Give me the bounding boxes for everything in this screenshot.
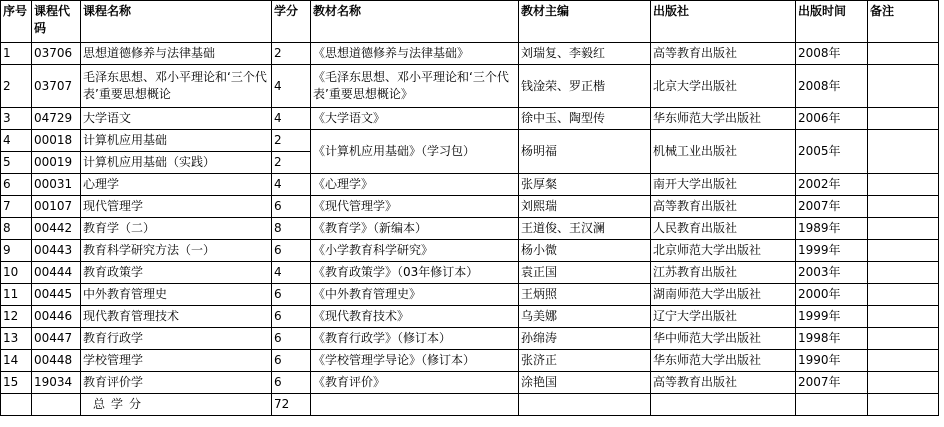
cell-notes [868,108,939,130]
cell-textbook: 《现代管理学》 [311,196,519,218]
cell-editor: 杨明福 [519,130,651,174]
cell-editor: 张厚粲 [519,174,651,196]
cell-notes [868,218,939,240]
cell-code: 00448 [32,350,81,372]
cell-textbook: 《学校管理学导论》（修订本） [311,350,519,372]
cell-notes [868,196,939,218]
cell-editor: 涂艳国 [519,372,651,394]
cell-course: 计算机应用基础（实践） [81,152,272,174]
cell-pub-date [796,394,868,416]
cell-notes [868,350,939,372]
cell-credits: 6 [272,350,311,372]
cell-credits: 6 [272,372,311,394]
cell-publisher: 华东师范大学出版社 [651,108,796,130]
cell-pub-date: 2005年 [796,130,868,174]
cell-editor: 王道俊、王汉澜 [519,218,651,240]
cell-pub-date: 2007年 [796,372,868,394]
cell-code: 04729 [32,108,81,130]
cell-index: 14 [1,350,32,372]
cell-textbook: 《教育政策学》（03年修订本） [311,262,519,284]
cell-credits: 8 [272,218,311,240]
table-row [1,108,939,130]
cell-course: 现代教育管理技术 [81,306,272,328]
cell-publisher: 江苏教育出版社 [651,262,796,284]
cell-code: 00018 [32,130,81,152]
cell-code: 00447 [32,328,81,350]
cell-publisher: 华东师范大学出版社 [651,350,796,372]
cell-pub-date: 2008年 [796,43,868,65]
cell-textbook: 《小学教育科学研究》 [311,240,519,262]
table-row [1,43,939,65]
cell-publisher: 北京师范大学出版社 [651,240,796,262]
cell-course: 中外教育管理史 [81,284,272,306]
table-row [1,196,939,218]
cell-code: 00107 [32,196,81,218]
cell-notes [868,130,939,174]
cell-editor: 杨小微 [519,240,651,262]
total-credits: 72 [272,394,311,416]
cell-pub-date: 1998年 [796,328,868,350]
cell-code: 19034 [32,372,81,394]
cell-editor: 刘瑞复、李毅红 [519,43,651,65]
cell-index [1,394,32,416]
table-row [1,350,939,372]
cell-code: 03706 [32,43,81,65]
cell-course: 毛泽东思想、邓小平理论和‘三个代表’重要思想概论 [81,65,272,108]
cell-pub-date: 1999年 [796,240,868,262]
cell-pub-date: 2008年 [796,65,868,108]
cell-index: 1 [1,43,32,65]
cell-code: 00445 [32,284,81,306]
cell-textbook: 《现代教育技术》 [311,306,519,328]
cell-index: 5 [1,152,32,174]
cell-index: 2 [1,65,32,108]
cell-course: 心理学 [81,174,272,196]
cell-code: 03707 [32,65,81,108]
cell-pub-date: 2002年 [796,174,868,196]
cell-publisher [651,394,796,416]
total-label: 总学分 [81,394,272,416]
cell-index: 13 [1,328,32,350]
cell-code: 00442 [32,218,81,240]
cell-code: 00019 [32,152,81,174]
cell-editor: 袁正国 [519,262,651,284]
cell-credits: 2 [272,130,311,152]
cell-notes [868,262,939,284]
cell-course: 现代管理学 [81,196,272,218]
cell-credits: 2 [272,43,311,65]
cell-course: 教育行政学 [81,328,272,350]
cell-index: 11 [1,284,32,306]
cell-pub-date: 1999年 [796,306,868,328]
cell-publisher: 机械工业出版社 [651,130,796,174]
cell-pub-date: 2006年 [796,108,868,130]
cell-editor: 徐中玉、陶型传 [519,108,651,130]
header-credits: 学分 [272,1,311,43]
cell-index: 4 [1,130,32,152]
cell-textbook [311,394,519,416]
cell-textbook: 《思想道德修养与法律基础》 [311,43,519,65]
table-row [1,218,939,240]
cell-index: 15 [1,372,32,394]
table-row [1,306,939,328]
header-pub-date: 出版时间 [796,1,868,43]
cell-notes [868,174,939,196]
cell-course: 教育科学研究方法（一） [81,240,272,262]
cell-code [32,394,81,416]
cell-course: 学校管理学 [81,350,272,372]
table-row [1,174,939,196]
cell-index: 8 [1,218,32,240]
cell-credits: 4 [272,108,311,130]
cell-textbook: 《教育评价》 [311,372,519,394]
table-row [1,372,939,394]
cell-notes [868,65,939,108]
cell-notes [868,43,939,65]
cell-notes [868,306,939,328]
cell-course: 大学语文 [81,108,272,130]
cell-credits: 4 [272,262,311,284]
cell-index: 10 [1,262,32,284]
cell-code: 00446 [32,306,81,328]
cell-pub-date: 2007年 [796,196,868,218]
cell-course: 教育政策学 [81,262,272,284]
table-row [1,328,939,350]
cell-publisher: 辽宁大学出版社 [651,306,796,328]
cell-course: 思想道德修养与法律基础 [81,43,272,65]
header-course: 课程名称 [81,1,272,43]
cell-editor: 乌美娜 [519,306,651,328]
cell-notes [868,394,939,416]
cell-editor: 王炳照 [519,284,651,306]
cell-credits: 2 [272,152,311,174]
cell-course: 教育学（二） [81,218,272,240]
cell-publisher: 华中师范大学出版社 [651,328,796,350]
cell-editor: 张济正 [519,350,651,372]
cell-credits: 6 [272,306,311,328]
cell-code: 00444 [32,262,81,284]
cell-code: 00443 [32,240,81,262]
cell-index: 12 [1,306,32,328]
table-row [1,262,939,284]
cell-textbook: 《计算机应用基础》（学习包） [311,130,519,174]
cell-textbook: 《教育学》（新编本） [311,218,519,240]
header-row [1,1,939,43]
cell-textbook: 《大学语文》 [311,108,519,130]
cell-publisher: 人民教育出版社 [651,218,796,240]
header-publisher: 出版社 [651,1,796,43]
cell-publisher: 北京大学出版社 [651,65,796,108]
cell-editor: 钱淦荣、罗正楷 [519,65,651,108]
cell-publisher: 高等教育出版社 [651,196,796,218]
cell-credits: 6 [272,240,311,262]
cell-credits: 4 [272,65,311,108]
cell-index: 3 [1,108,32,130]
header-notes: 备注 [868,1,939,43]
cell-index: 9 [1,240,32,262]
total-row [1,394,939,416]
cell-publisher: 湖南师范大学出版社 [651,284,796,306]
cell-pub-date: 2000年 [796,284,868,306]
table-row [1,65,939,108]
cell-publisher: 南开大学出版社 [651,174,796,196]
cell-publisher: 高等教育出版社 [651,43,796,65]
cell-course: 计算机应用基础 [81,130,272,152]
header-index: 序号 [1,1,32,43]
table-row [1,240,939,262]
cell-editor: 刘熙瑞 [519,196,651,218]
cell-code: 00031 [32,174,81,196]
header-textbook: 教材名称 [311,1,519,43]
cell-textbook: 《毛泽东思想、邓小平理论和‘三个代表’重要思想概论》 [311,65,519,108]
cell-notes [868,372,939,394]
cell-textbook: 《教育行政学》（修订本） [311,328,519,350]
cell-textbook: 《心理学》 [311,174,519,196]
cell-notes [868,240,939,262]
table-row [1,130,939,152]
cell-publisher: 高等教育出版社 [651,372,796,394]
header-editor: 教材主编 [519,1,651,43]
cell-course: 教育评价学 [81,372,272,394]
cell-credits: 6 [272,284,311,306]
cell-credits: 6 [272,196,311,218]
cell-index: 7 [1,196,32,218]
cell-pub-date: 1989年 [796,218,868,240]
cell-index: 6 [1,174,32,196]
table-row [1,284,939,306]
cell-notes [868,328,939,350]
cell-notes [868,284,939,306]
cell-credits: 6 [272,328,311,350]
cell-textbook: 《中外教育管理史》 [311,284,519,306]
cell-credits: 4 [272,174,311,196]
cell-editor [519,394,651,416]
header-code: 课程代码 [32,1,81,43]
cell-pub-date: 1990年 [796,350,868,372]
cell-editor: 孙绵涛 [519,328,651,350]
cell-pub-date: 2003年 [796,262,868,284]
